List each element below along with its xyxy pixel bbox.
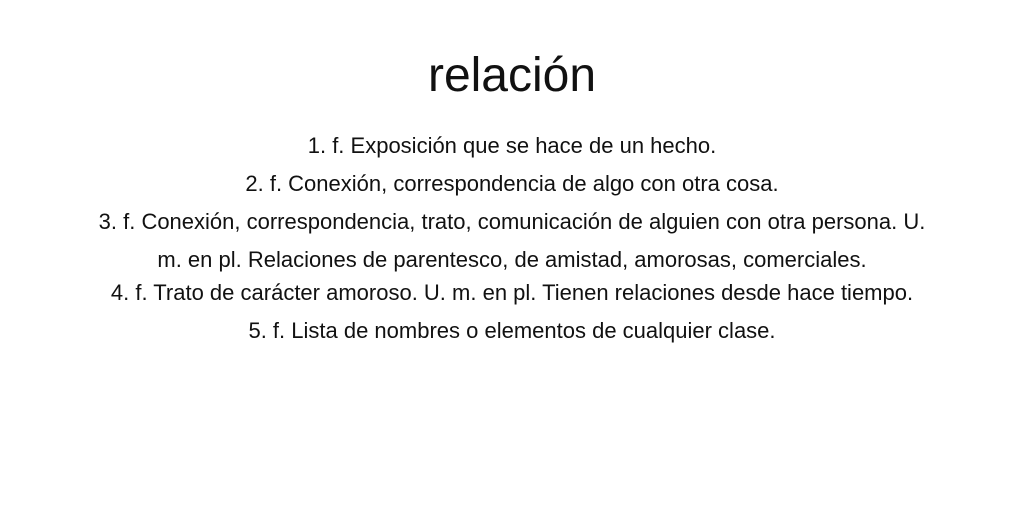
definition-3: 3. f. Conexión, correspondencia, trato, comunicación de alguien con otra persona. U. m. en pl. Relaciones de parentesco, de amistad, amorosas, comerciales. — [98, 209, 926, 272]
definition-list — [88, 127, 936, 350]
definition-5: 5. f. Lista de nombres o elementos de cualquier clase. — [248, 318, 776, 343]
headword: relación — [427, 49, 597, 102]
definition-1: 1. f. Exposición que se hace de un hecho. — [307, 133, 717, 158]
definition-4: 4. f. Trato de carácter amoroso. U. m. en pl. Tienen relaciones desde hace tiempo. — [110, 280, 914, 305]
definition-2: 2. f. Conexión, correspondencia de algo con otra cosa. — [245, 171, 779, 196]
